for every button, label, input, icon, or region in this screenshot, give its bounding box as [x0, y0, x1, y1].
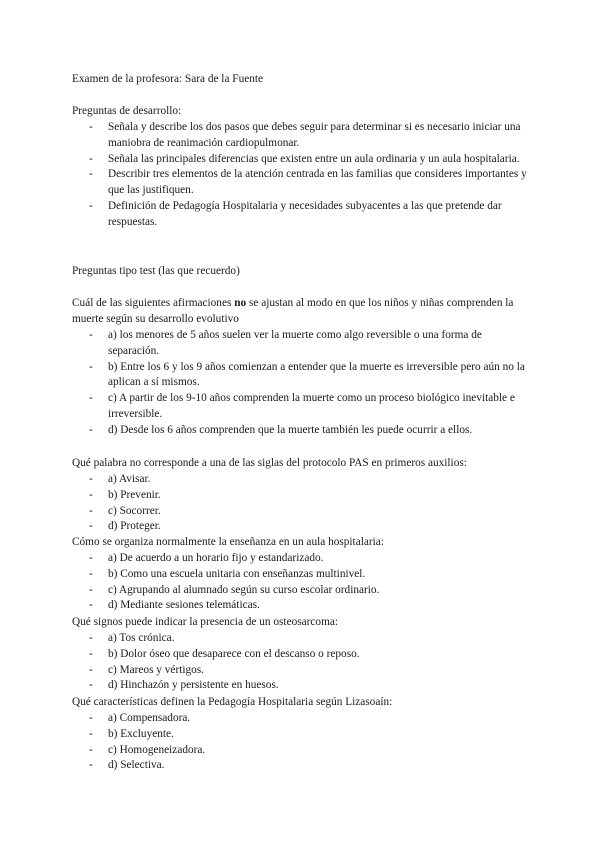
option: - c) Agrupando al alumnado según su curso escolar ordinario. [72, 583, 532, 599]
question-2: Qué palabra no corresponde a una de las siglas del protocolo PAS en primeros auxilios: [72, 457, 467, 469]
list-item: - Definición de Pedagogía Hospitalaria y necesidades subyacentes a las que pretende dar respuestas. [72, 199, 532, 231]
question-5-options [72, 711, 532, 774]
option: - d) Selectiva. [72, 758, 532, 774]
option: - a) Avisar. [72, 472, 532, 488]
development-list [72, 120, 532, 231]
option: - b) Excluyente. [72, 727, 532, 743]
option: - d) Hinchazón y persistente en huesos. [72, 678, 532, 694]
question-3: Cómo se organiza normalmente la enseñanza en un aula hospitalaria: [72, 536, 384, 548]
option: - d) Mediante sesiones telemáticas. [72, 598, 532, 614]
question-5: Qué características definen la Pedagogía Hospitalaria según Lizasoaín: [72, 696, 393, 708]
exam-header: Examen de la profesora: Sara de la Fuente [72, 73, 264, 85]
question-4-options [72, 631, 532, 694]
option: - c) Socorrer. [72, 504, 532, 520]
question-3-options [72, 551, 532, 614]
option: - c) Mareos y vértigos. [72, 663, 532, 679]
option: - a) Compensadora. [72, 711, 532, 727]
option: - c) Homogeneizadora. [72, 743, 532, 759]
question-1-options [72, 328, 532, 439]
option: - a) Tos crónica. [72, 631, 532, 647]
emphasis-no: no [234, 297, 247, 309]
option: - d) Proteger. [72, 519, 532, 535]
question-1: Cuál de las siguientes afirmaciones no se ajustan al modo en que los niños y niñas comprenden la muerte según su desarrollo evolutivo [72, 297, 514, 325]
question-2-options [72, 472, 532, 535]
list-item: - Describir tres elementos de la atención centrada en las familias que consideres importantes y que las justifiquen. [72, 167, 532, 199]
option: - a) los menores de 5 años suelen ver la muerte como algo reversible o una forma de separación. [72, 328, 532, 360]
list-item: - Señala y describe los dos pasos que debes seguir para determinar si es necesario iniciar una maniobra de reanimación cardiopulmonar. [72, 120, 532, 152]
option: - b) Dolor óseo que desaparece con el descanso o reposo. [72, 647, 532, 663]
question-4: Qué signos puede indicar la presencia de un osteosarcoma: [72, 616, 339, 628]
test-title: Preguntas tipo test (las que recuerdo) [72, 265, 240, 277]
option: - b) Como una escuela unitaria con enseñanzas multinivel. [72, 567, 532, 583]
development-title: Preguntas de desarrollo: [72, 105, 182, 117]
option: - d) Desde los 6 años comprenden que la muerte también les puede ocurrir a ellos. [72, 423, 532, 439]
list-item: - Señala las principales diferencias que existen entre un aula ordinaria y un aula hospitalaria. [72, 152, 532, 168]
option: - c) A partir de los 9-10 años comprenden la muerte como un proceso biológico inevitable e irreversible. [72, 391, 532, 423]
option: - b) Entre los 6 y los 9 años comienzan a entender que la muerte es irreversible pero aún no la aplican a sí mismos. [72, 360, 532, 392]
option: - b) Prevenir. [72, 488, 532, 504]
option: - a) De acuerdo a un horario fijo y estandarizado. [72, 551, 532, 567]
